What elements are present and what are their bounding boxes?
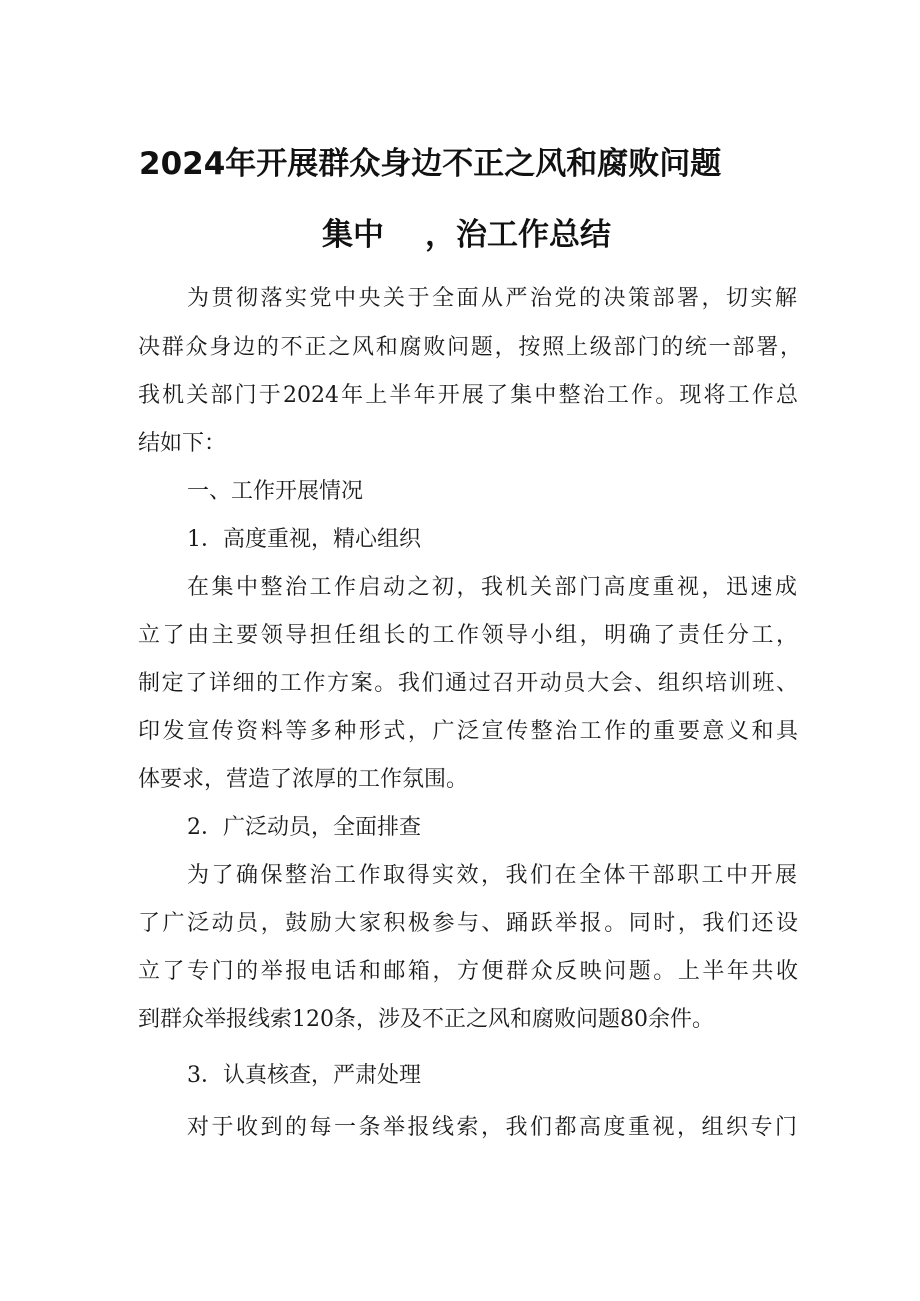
item-1-line-1: 在集中整治工作启动之初，我机关部门高度重视，迅速成 [187,575,797,600]
document-title-line-2-part-2: ，治工作总结 [425,217,611,253]
document-title-line-1: 2024年开展群众身边不正之风和腐败问题 [139,146,722,182]
document-title-line-2-part-1: 集中 [322,217,384,253]
item-2-heading: 2．广泛动员，全面排查 [187,815,421,840]
intro-line-4: 结如下： [138,431,227,456]
item-2-line-4: 到群众举报线索120条，涉及不正之风和腐败问题80余件。 [138,1007,714,1032]
item-2-line-2: 了广泛动员，鼓励大家积极参与、踊跃举报。同时，我们还设 [138,911,798,936]
intro-line-3: 我机关部门于2024年上半年开展了集中整治工作。现将工作总 [138,383,798,408]
item-1-heading: 1．高度重视，精心组织 [187,527,421,552]
item-2-line-1: 为了确保整治工作取得实效，我们在全体干部职工中开展 [187,863,797,888]
item-2-line-3: 立了专门的举报电话和邮箱，方便群众反映问题。上半年共收 [138,959,798,984]
item-3-heading: 3．认真核查，严肃处理 [187,1063,421,1088]
section-heading-1: 一、工作开展情况 [187,479,364,504]
item-1-line-5: 体要求，营造了浓厚的工作氛围。 [138,767,469,792]
intro-line-1: 为贯彻落实党中央关于全面从严治党的决策部署，切实解 [187,286,797,311]
item-1-line-3: 制定了详细的工作方案。我们通过召开动员大会、组织培训班、 [138,671,798,696]
item-1-line-2: 立了由主要领导担任组长的工作领导小组，明确了责任分工， [138,623,798,648]
intro-line-2: 决群众身边的不正之风和腐败问题，按照上级部门的统一部署， [138,335,802,360]
item-1-line-4: 印发宣传资料等多种形式，广泛宣传整治工作的重要意义和具 [138,719,798,744]
item-3-line-1: 对于收到的每一条举报线索，我们都高度重视，组织专门 [187,1115,797,1140]
